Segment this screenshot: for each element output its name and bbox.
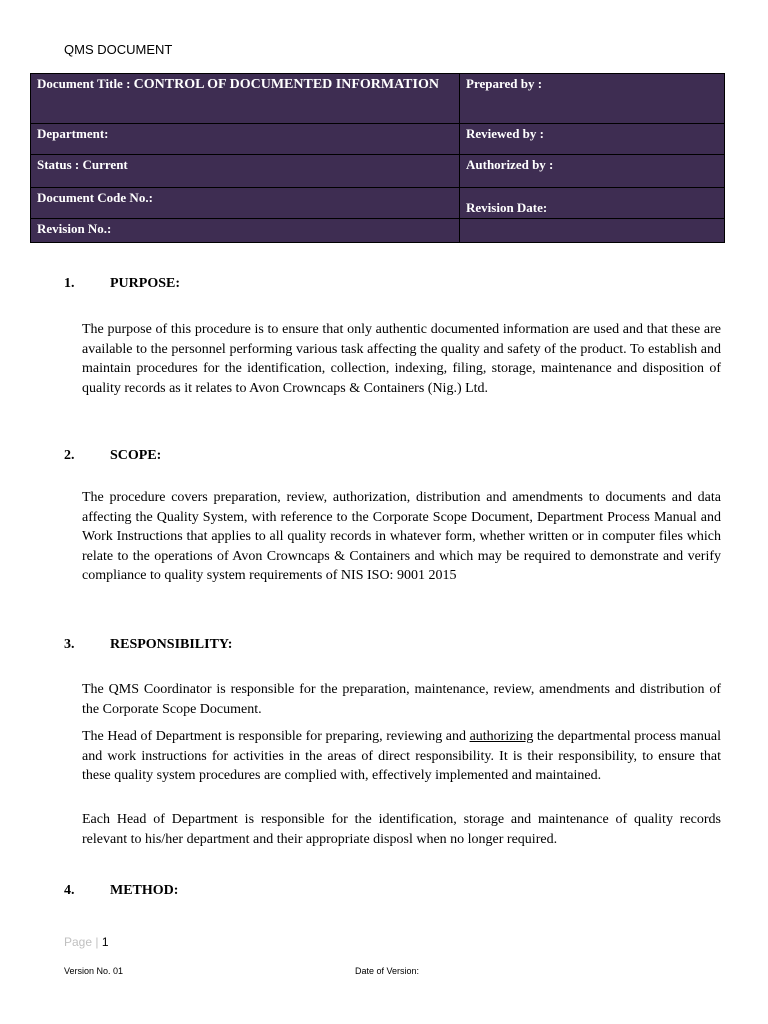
section-number: 4. bbox=[64, 883, 75, 898]
section-heading-purpose bbox=[64, 276, 180, 292]
status-label: Status : Current bbox=[37, 157, 128, 173]
revision-no-cell bbox=[31, 218, 460, 242]
footer-date-of-version: Date of Version: bbox=[355, 966, 420, 976]
page-number: 1 bbox=[101, 935, 109, 949]
document-code-cell bbox=[31, 187, 460, 218]
section-number: 1. bbox=[64, 276, 75, 291]
underlined-word: authorizing bbox=[469, 729, 534, 744]
purpose-paragraph: The purpose of this procedure is to ensure that only authentic documented information are used and that these are available to the personnel performing various task affecting the quality and safety of the product. To establish and maintain procedures for the identification, collection, indexing, filing, storage, maintenance and disposition of quality records as it relates to Avon Crowncaps & Containers (Nig.) Ltd. bbox=[82, 322, 721, 396]
section-number: 3. bbox=[64, 637, 75, 652]
scope-paragraph: The procedure covers preparation, review, authorization, distribution and amendments to documents and data affecting the Quality System, with reference to the Corporate Scope Document, Department Process Manual and Work Instructions that applies to all quality records in whatever form, whether written or in computer files which relate to the operations of Avon Crowncaps & Containers and which may be required to demonstrate and verify compliance to quality system requirements of NIS ISO: 9001 2015 bbox=[82, 490, 721, 583]
section-heading-responsibility bbox=[64, 637, 232, 653]
prepared-by-cell bbox=[460, 74, 725, 124]
responsibility-paragraph-1: The QMS Coordinator is responsible for the preparation, maintenance, review, amendments and distribution of the Corporate Scope Document. bbox=[82, 682, 721, 717]
department-label: Department: bbox=[37, 126, 109, 142]
document-header-label: QMS DOCUMENT bbox=[64, 42, 173, 57]
section-heading-scope bbox=[64, 448, 161, 464]
para2-after: the departmental process manual and work instructions for activities in the areas of direct responsibility. It is their responsibility, to ensure that these quality system procedures are complied with, effectively implemented and maintained. bbox=[82, 729, 722, 783]
prepared-by-label: Prepared by : bbox=[466, 76, 543, 91]
document-info-table bbox=[30, 73, 725, 243]
revision-date-cell bbox=[460, 187, 725, 218]
doc-title-cell bbox=[31, 74, 460, 124]
revision-date-label: Revision Date: bbox=[466, 199, 548, 215]
status-cell bbox=[31, 155, 460, 187]
responsibility-paragraph-2 bbox=[82, 727, 721, 786]
authorized-by-label: Authorized by : bbox=[466, 157, 554, 173]
empty-cell bbox=[460, 218, 725, 242]
reviewed-by-label: Reviewed by : bbox=[466, 126, 544, 142]
section-title: METHOD: bbox=[110, 883, 179, 898]
responsibility-paragraph-3: Each Head of Department is responsible for the identification, storage and maintenance of quality records relevant to his/her department and their appropriate disposl when no longer required. bbox=[82, 812, 721, 847]
authorized-by-cell bbox=[460, 155, 725, 187]
revision-no-label: Revision No.: bbox=[37, 220, 112, 236]
footer-version: Version No. 01 bbox=[64, 966, 124, 976]
page-separator: | bbox=[92, 935, 102, 949]
section-title: RESPONSIBILITY: bbox=[110, 637, 233, 652]
page-number-indicator bbox=[64, 935, 109, 949]
para2-before: The Head of Department is responsible for preparing, reviewing and bbox=[82, 729, 470, 744]
section-title: SCOPE: bbox=[110, 448, 162, 463]
doc-title-label: Document Title : bbox=[37, 76, 134, 91]
document-code-label: Document Code No.: bbox=[37, 189, 153, 205]
section-number: 2. bbox=[64, 448, 75, 463]
doc-title-value: CONTROL OF DOCUMENTED INFORMATION bbox=[133, 77, 439, 92]
section-heading-method bbox=[64, 883, 178, 899]
department-cell bbox=[31, 124, 460, 155]
page-label: Page bbox=[64, 935, 93, 949]
reviewed-by-cell bbox=[460, 124, 725, 155]
section-title: PURPOSE: bbox=[110, 276, 180, 291]
